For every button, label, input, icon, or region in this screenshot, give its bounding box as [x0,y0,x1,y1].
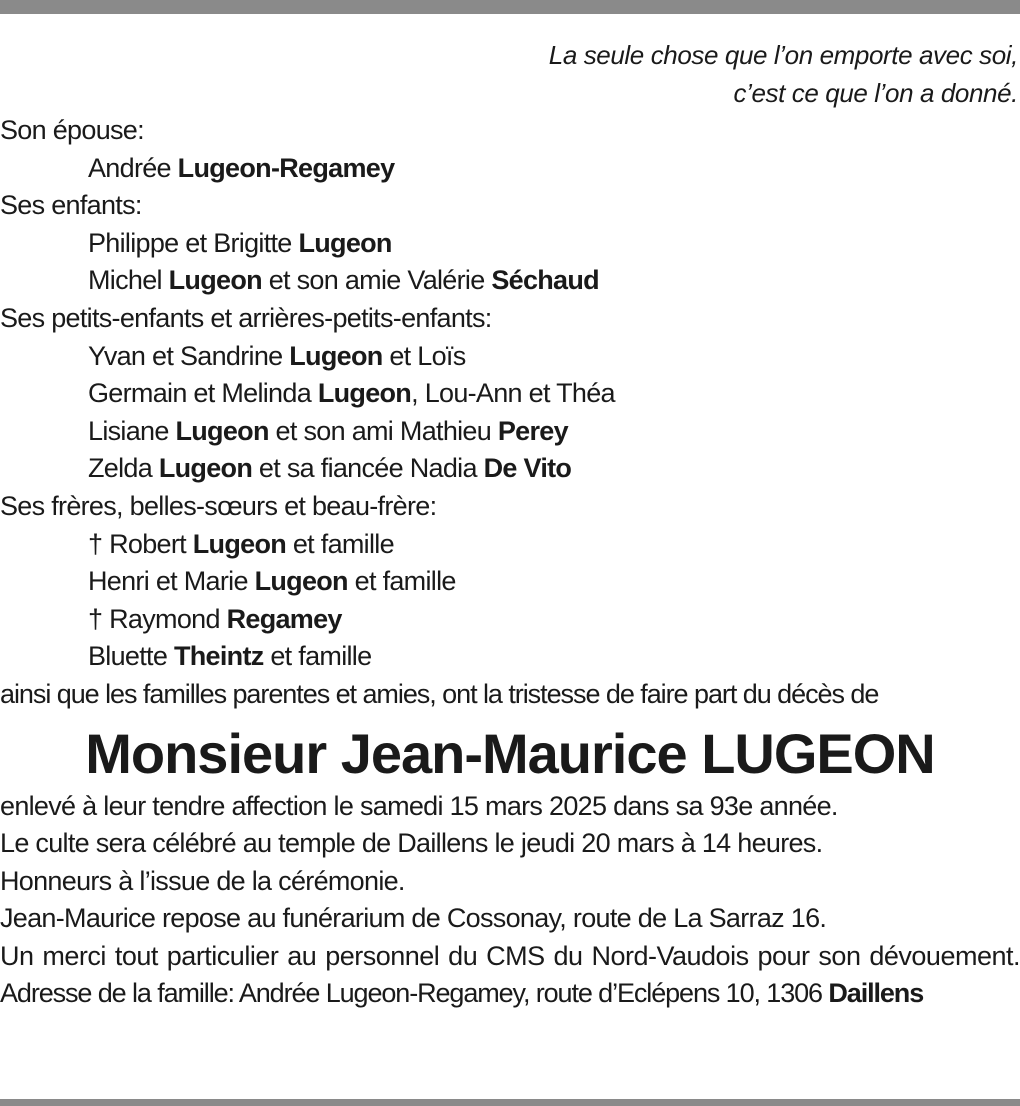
family-member [0,262,1020,300]
epigraph-quote [0,36,1018,112]
details-line-2: Le culte sera célébré au temple de Daillens le jeudi 20 mars à 14 heures. [0,828,823,859]
member-surname: Lugeon [298,227,392,258]
member-surname: Séchaud [491,265,599,296]
details-line-5 [0,938,1020,976]
top-rule [0,0,1020,14]
member-text: et sa fiancée Nadia [252,453,484,484]
quote-line-2: c’est ce que l’on a donné. [733,78,1018,108]
member-text: Lisiane [88,415,176,446]
thanks-text: Un merci tout particulier au personnel du CMS du Nord-Vaudois pour son dévouement. [0,940,1020,971]
member-text: Yvan et Sandrine [88,340,290,371]
member-surname: Regamey [226,603,342,634]
member-surname: Lugeon [192,528,287,559]
family-member [0,150,1020,188]
address-town: Daillens [828,978,924,1009]
member-text: et famille [263,641,372,672]
member-text: Bluette [88,641,174,672]
member-surname: Lugeon [254,566,348,597]
member-surname: Lugeon [158,453,253,484]
member-text: Germain et Melinda [88,378,318,409]
member-text: et famille [347,566,456,597]
family-group-heading: Ses petits-enfants et arrières-petits-enfants: [0,302,492,333]
member-text: et son amie Valérie [261,265,492,296]
member-text: et famille [286,528,394,559]
family-member [0,563,1020,601]
family-member [0,338,1020,376]
member-text: et son ami Mathieu [268,415,498,446]
member-surname: De Vito [483,453,572,484]
member-text: Zelda [88,453,159,484]
family-address [0,975,1020,1013]
family-group-heading: Ses enfants: [0,190,142,221]
bottom-rule [0,1099,1020,1106]
member-text: † Raymond [88,603,227,634]
family-list [0,112,1020,676]
family-group-heading: Ses frères, belles-sœurs et beau-frère: [0,490,437,521]
family-member [0,413,1020,451]
member-surname: Lugeon [168,265,262,296]
details-line-4: Jean-Maurice repose au funérarium de Cossonay, route de La Sarraz 16. [0,903,827,934]
member-text: † Robert [88,528,193,559]
quote-line-1: La seule chose que l’on emporte avec soi, [548,40,1018,70]
member-text: Philippe et Brigitte [88,227,299,258]
member-text: Michel [88,265,169,296]
family-member [0,450,1020,488]
family-member [0,601,1020,639]
family-group-heading: Son épouse: [0,115,144,145]
member-text: , Lou-Ann et Théa [411,378,615,409]
details-line-3: Honneurs à l’issue de la cérémonie. [0,865,405,896]
member-text: et Loïs [382,340,466,371]
member-surname: Perey [497,415,568,446]
member-surname: Lugeon [317,378,412,409]
family-member [0,638,1020,676]
family-member [0,526,1020,564]
member-surname: Lugeon [175,415,269,446]
death-notice [0,36,1020,1013]
deceased-name: Monsieur Jean-Maurice LUGEON [85,721,935,785]
intro-line: ainsi que les familles parentes et amies, ont la tristesse de faire part du décès de [0,678,879,709]
member-surname: Lugeon-Regamey [177,152,395,183]
member-surname: Theintz [173,641,264,672]
member-text: Andrée [88,152,178,183]
address-text: Adresse de la famille: Andrée Lugeon-Regamey, route d’Eclépens 10, 1306 [0,978,829,1009]
member-text: Henri et Marie [88,566,255,597]
family-member [0,225,1020,263]
notice-details [0,788,1020,1014]
details-line-1: enlevé à leur tendre affection le samedi 15 mars 2025 dans sa 93e année. [0,790,838,821]
family-member [0,375,1020,413]
member-surname: Lugeon [289,340,383,371]
